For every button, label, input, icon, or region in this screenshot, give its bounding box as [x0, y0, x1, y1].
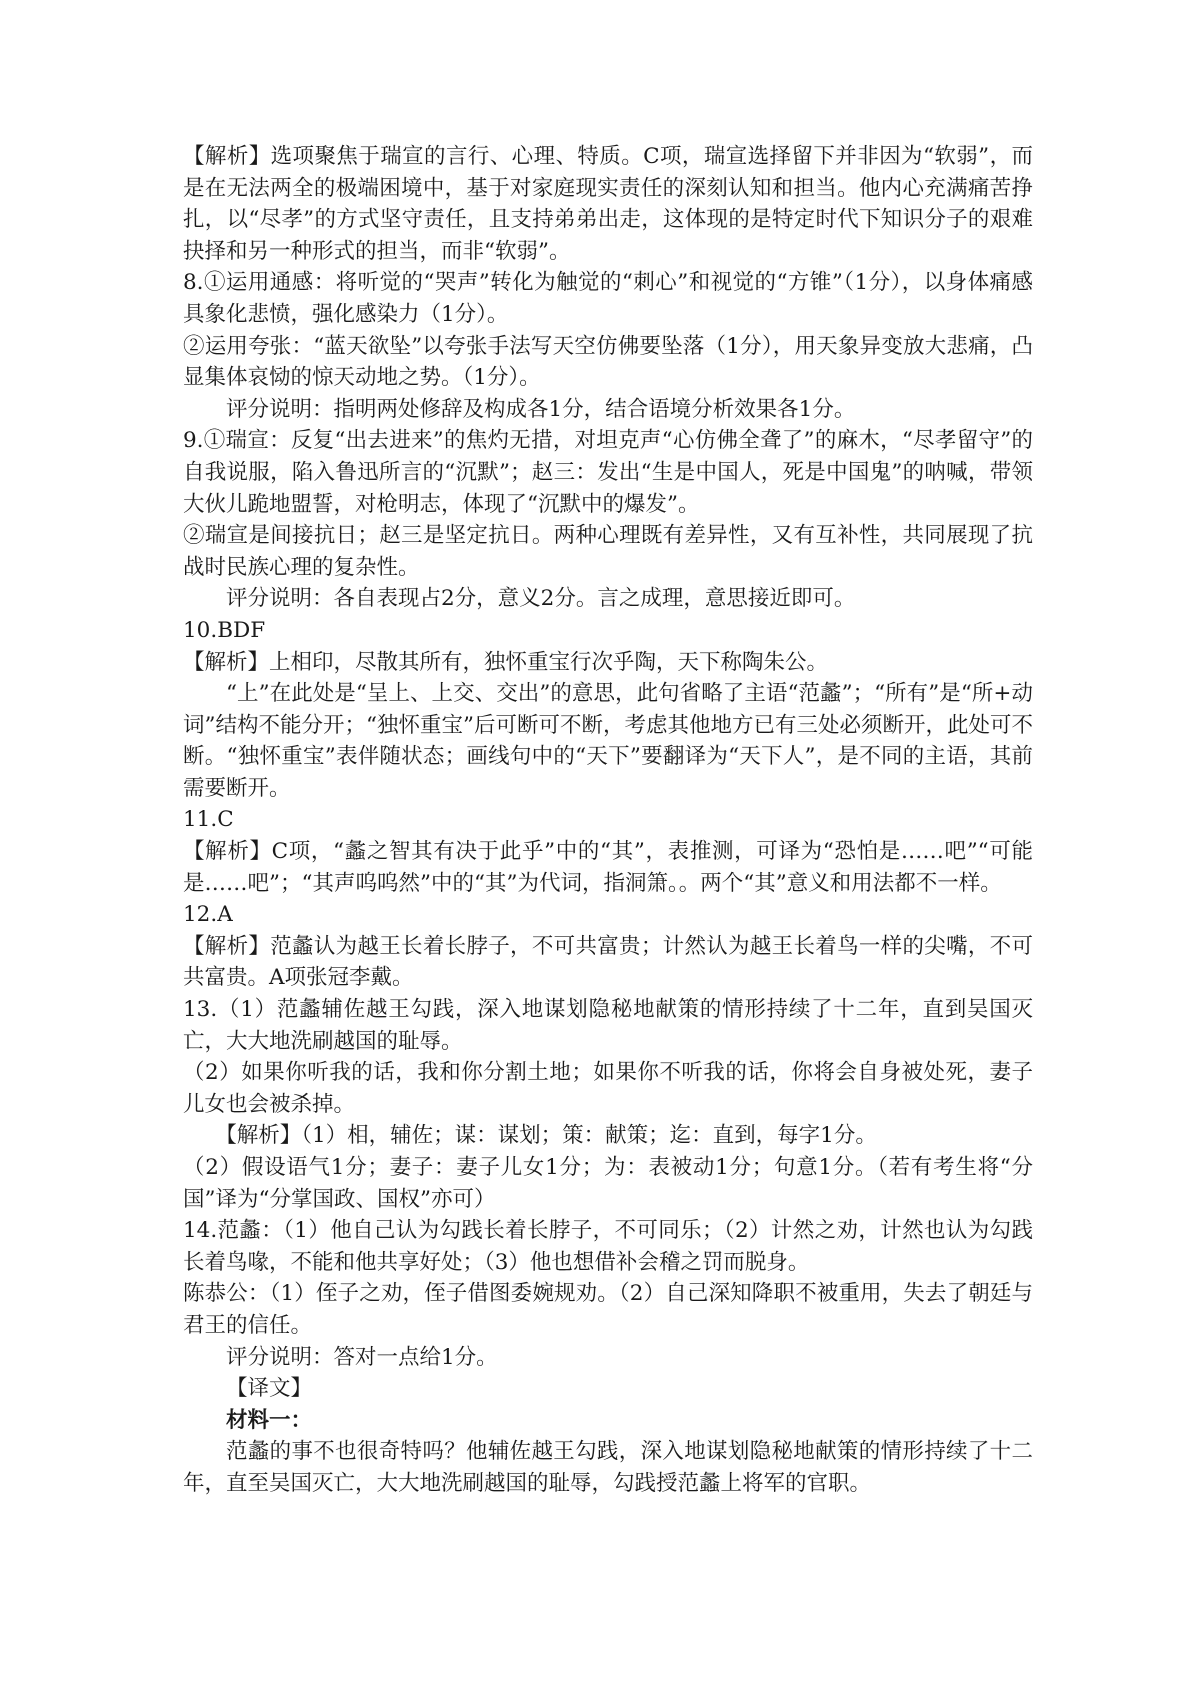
material-one-translation: 范蠡的事不也很奇特吗？他辅佐越王勾践，深入地谋划隐秘地献策的情形持续了十二年，直至吴国灭亡，大大地洗刷越国的耻辱，勾践授范蠡上将军的官职。 [183, 1439, 1033, 1496]
answer-8-part-1: 8.①运用通感：将听觉的“哭声”转化为触觉的“刺心”和视觉的“方锥”（1分），以身体痛感具象化悲愤，强化感染力（1分）。 [183, 270, 1033, 327]
analysis-paragraph-7: 【解析】选项聚焦于瑞宣的言行、心理、特质。C项，瑞宣选择留下并非因为“软弱”，而是在无法两全的极端困境中，基于对家庭现实责任的深刻认知和担当。他内心充满痛苦挣扎，以“尽孝”的方式坚守责任，且支持弟弟出走，这体现的是特定时代下知识分子的艰难抉择和另一种形式的担当，而非“软弱”。 [183, 144, 1033, 264]
scoring-note-9: 评分说明：各自表现占2分，意义2分。言之成理，意思接近即可。 [226, 586, 856, 612]
analysis-13-part-1: 【解析】（1）相，辅佐；谋：谋划；策：献策；迄：直到，每字1分。 [215, 1123, 877, 1149]
answer-14-fanli: 14.范蠡：（1）他自己认为勾践长着长脖子，不可同乐；（2）计然之劝，计然也认为勾践长着鸟喙，不能和他共享好处；（3）他也想借补会稽之罚而脱身。 [183, 1218, 1033, 1275]
answer-11: 11.C [183, 807, 234, 833]
answer-13-part-2: （2）如果你听我的话，我和你分割土地；如果你不听我的话，你将会自身被处死，妻子儿女也会被杀掉。 [183, 1060, 1033, 1117]
document-body [183, 141, 1033, 1500]
answer-14-chen-gonggong: 陈恭公：（1）侄子之劝，侄子借图委婉规劝。（2）自己深知降职不被重用，失去了朝廷与君王的信任。 [183, 1281, 1033, 1338]
answer-9-part-2: ②瑞宣是间接抗日；赵三是坚定抗日。两种心理既有差异性，又有互补性，共同展现了抗战时民族心理的复杂性。 [183, 523, 1033, 580]
analysis-12: 【解析】范蠡认为越王长着长脖子，不可共富贵；计然认为越王长着鸟一样的尖嘴，不可共富贵。A项张冠李戴。 [183, 933, 1033, 991]
answer-9-part-1: 9.①瑞宣：反复“出去进来”的焦灼无措，对坦克声“心仿佛全聋了”的麻木，“尽孝留守”的自我说服，陷入鲁迅所言的“沉默”；赵三：发出“生是中国人，死是中国鬼”的呐喊，带领大伙儿跪地盟誓，对枪明志，体现了“沉默中的爆发”。 [183, 428, 1033, 517]
translation-heading: 【译文】 [226, 1376, 313, 1402]
answer-13-part-1: 13.（1）范蠡辅佐越王勾践，深入地谋划隐秘地献策的情形持续了十二年，直到吴国灭亡，大大地洗刷越国的耻辱。 [183, 997, 1033, 1054]
answer-10: 10.BDF [183, 617, 266, 643]
analysis-13-part-2: （2）假设语气1分；妻子：妻子儿女1分；为：表被动1分；句意1分。（若有考生将“分国”译为“分掌国政、国权”亦可） [183, 1155, 1033, 1212]
scoring-note-14: 评分说明：答对一点给1分。 [226, 1344, 498, 1370]
scoring-note-8: 评分说明：指明两处修辞及构成各1分，结合语境分析效果各1分。 [226, 396, 856, 422]
analysis-10-sentence: 【解析】上相印，尽散其所有，独怀重宝行次乎陶，天下称陶朱公。 [183, 649, 829, 675]
analysis-11: 【解析】C项，“蠡之智其有决于此乎”中的“其”，表推测，可译为“恐怕是……吧”“可能是……吧”；“其声呜呜然”中的“其”为代词，指洞箫。。两个“其”意义和用法都不一样。 [183, 839, 1033, 896]
answer-12: 12.A [183, 902, 233, 928]
material-one-heading: 材料一： [226, 1407, 313, 1433]
analysis-10-explanation: “上”在此处是“呈上、上交、交出”的意思，此句省略了主语“范蠡”；“所有”是“所+动词”结构不能分开；“独怀重宝”后可断可不断，考虑其他地方已有三处必须断开，此处可不断。“独怀重宝”表伴随状态；画线句中的“天下”要翻译为“天下人”，是不同的主语，其前需要断开。 [183, 681, 1033, 801]
answer-8-part-2: ②运用夸张：“蓝天欲坠”以夸张手法写天空仿佛要坠落（1分），用天象异变放大悲痛，凸显集体哀恸的惊天动地之势。（1分）。 [183, 333, 1033, 391]
